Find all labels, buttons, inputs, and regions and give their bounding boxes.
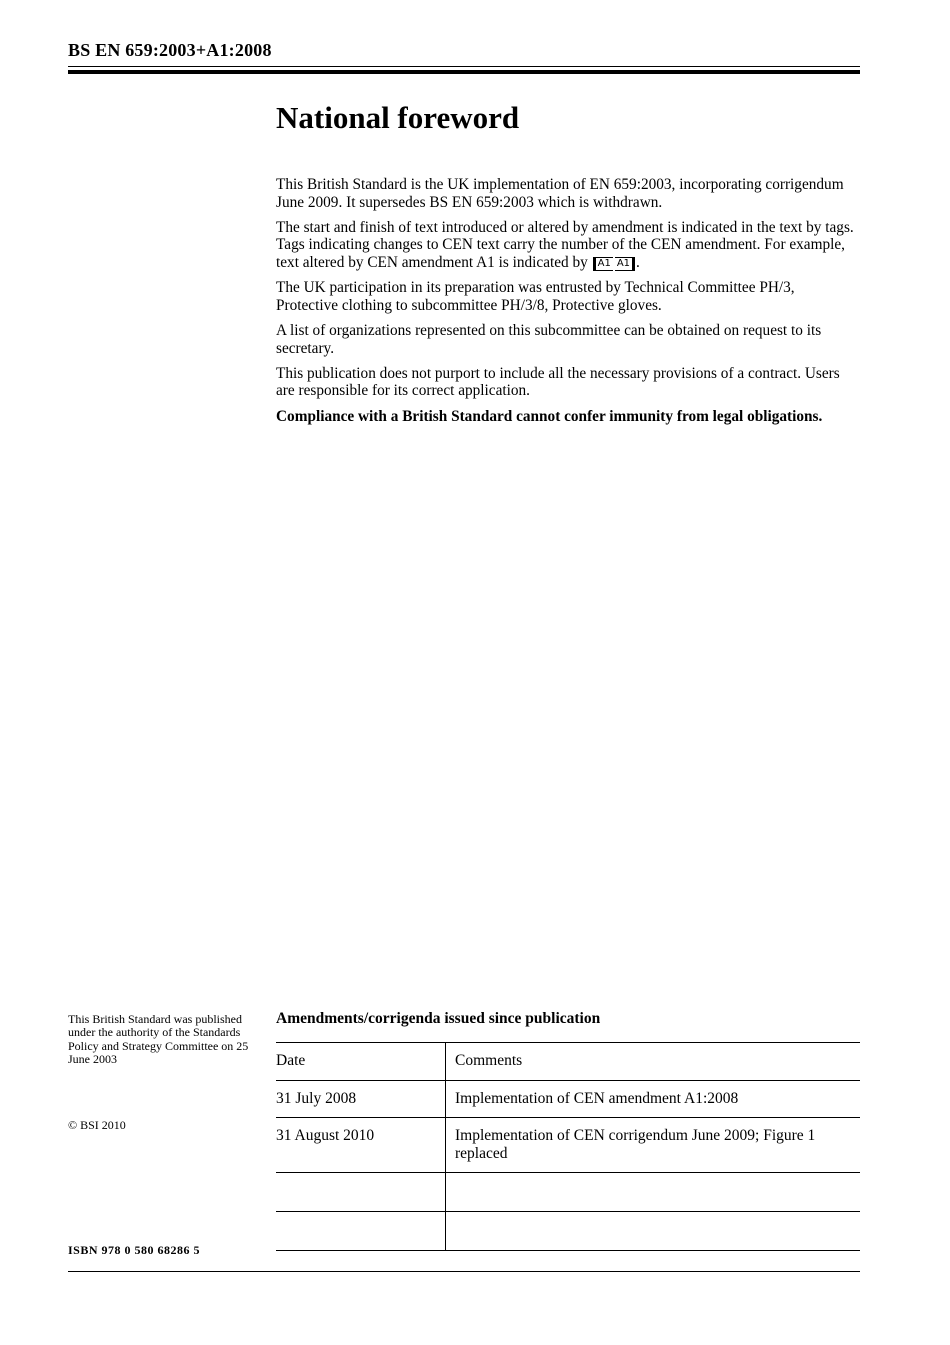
amendments-title: Amendments/corrigenda issued since publication bbox=[276, 1010, 601, 1027]
amendment-date: 31 July 2008 bbox=[276, 1080, 446, 1118]
amendments-table bbox=[276, 1042, 860, 1251]
paragraph-amendment-tags bbox=[276, 219, 860, 272]
paragraph-amendment-tags-text: The start and finish of text introduced or altered by amendment is indicated in the text by tags. Tags indicating changes to CEN text carry the number of the CEN amendment. For example, text altered by CEN amendment A1 is indicated by bbox=[276, 218, 854, 271]
date-column-header: Date bbox=[276, 1043, 446, 1081]
amendment-comment: Implementation of CEN corrigendum June 2009; Figure 1 replaced bbox=[446, 1118, 861, 1173]
paragraph-amendment-tags-end: . bbox=[636, 253, 640, 271]
amendment-comment: Implementation of CEN amendment A1:2008 bbox=[446, 1080, 861, 1118]
amendment-start-tag-icon: A1 bbox=[593, 257, 613, 271]
copyright: © BSI 2010 bbox=[68, 1118, 126, 1132]
isbn: ISBN 978 0 580 68286 5 bbox=[68, 1243, 201, 1257]
footer-rule bbox=[68, 1271, 860, 1272]
amendment-date: 31 August 2010 bbox=[276, 1118, 446, 1173]
empty-cell bbox=[446, 1173, 861, 1212]
amendments-header-row bbox=[276, 1043, 860, 1081]
paragraph-participation: The UK participation in its preparation was entrusted by Technical Committee PH/3, Protective clothing to subcommittee PH/3/8, Protective gloves. bbox=[276, 279, 795, 314]
empty-cell bbox=[446, 1212, 861, 1251]
amendment-end-tag-icon: A1 bbox=[615, 257, 635, 271]
header-rule-thick bbox=[68, 70, 860, 74]
paragraph-organizations: A list of organizations represented on this subcommittee can be obtained on request to its secretary. bbox=[276, 321, 822, 357]
foreword-body bbox=[276, 176, 860, 433]
publication-note: This British Standard was published under the authority of the Standards Policy and Strategy Committee on 25 June 2003 bbox=[68, 1012, 249, 1067]
paragraph-provisions: This publication does not purport to include all the necessary provisions of a contract. Users are responsible for its correct application. bbox=[276, 364, 840, 400]
table-row-empty bbox=[276, 1212, 860, 1251]
table-row bbox=[276, 1118, 860, 1173]
empty-cell bbox=[276, 1212, 446, 1251]
document-code: BS EN 659:2003+A1:2008 bbox=[68, 40, 272, 60]
header-rule-thin bbox=[68, 66, 860, 67]
paragraph-implementation: This British Standard is the UK implementation of EN 659:2003, incorporating corrigendum June 2009. It supersedes BS EN 659:2003 which is withdrawn. bbox=[276, 176, 844, 211]
page-title: National foreword bbox=[276, 100, 520, 135]
table-row-empty bbox=[276, 1173, 860, 1212]
paragraph-compliance: Compliance with a British Standard cannot confer immunity from legal obligations. bbox=[276, 407, 823, 425]
comments-column-header: Comments bbox=[446, 1043, 861, 1081]
table-row bbox=[276, 1080, 860, 1118]
empty-cell bbox=[276, 1173, 446, 1212]
